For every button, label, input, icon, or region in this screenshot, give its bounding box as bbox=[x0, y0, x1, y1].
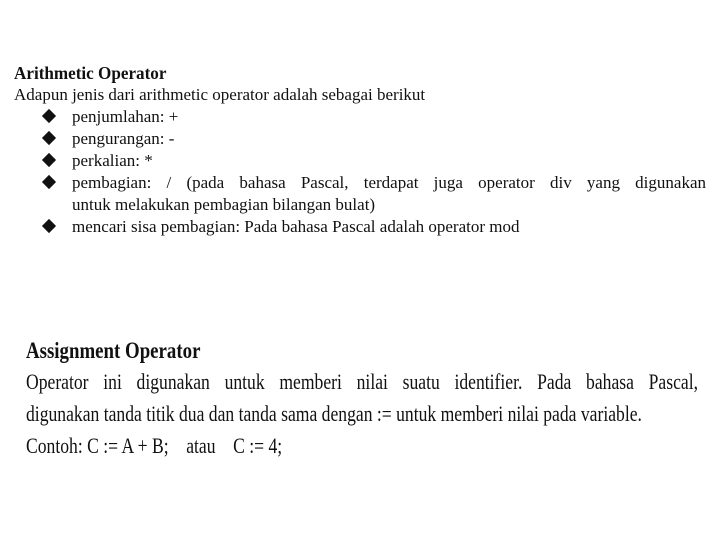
assignment-heading: Assignment Operator bbox=[26, 338, 201, 363]
diamond-bullet-icon bbox=[42, 153, 56, 167]
example-code: Contoh: C := A + B; bbox=[26, 433, 169, 458]
arithmetic-section bbox=[14, 62, 706, 238]
list-item-text: perkalian: * bbox=[72, 151, 153, 170]
list-item bbox=[14, 216, 706, 238]
list-item-text: penjumlahan: + bbox=[72, 107, 179, 126]
arithmetic-heading: Arithmetic Operator bbox=[14, 63, 167, 83]
list-item-text: pembagian: / (pada bahasa Pascal, terdapat juga operator div yang digunakan bbox=[72, 173, 706, 192]
list-item bbox=[14, 128, 706, 150]
assignment-example bbox=[26, 430, 564, 462]
arithmetic-intro: Adapun jenis dari arithmetic operator adalah sebagai berikut bbox=[14, 85, 426, 104]
assignment-paragraph bbox=[26, 366, 698, 462]
diamond-bullet-icon bbox=[42, 219, 56, 233]
arithmetic-list bbox=[14, 106, 706, 238]
list-item-text: pengurangan: - bbox=[72, 129, 175, 148]
list-item bbox=[14, 106, 706, 128]
example-or: atau bbox=[186, 433, 216, 458]
diamond-bullet-icon bbox=[42, 131, 56, 145]
example-alt-code: C := 4; bbox=[233, 433, 283, 458]
assignment-section bbox=[26, 336, 698, 462]
list-item bbox=[14, 150, 706, 172]
diamond-bullet-icon bbox=[42, 109, 56, 123]
assignment-line-1: Operator ini digunakan untuk memberi nilai suatu identifier. Pada bahasa Pascal, bbox=[26, 369, 698, 394]
list-item-text: mencari sisa pembagian: Pada bahasa Pascal adalah operator mod bbox=[72, 217, 520, 236]
diamond-bullet-icon bbox=[42, 175, 56, 189]
list-item bbox=[14, 172, 706, 216]
list-item-continuation: untuk melakukan pembagian bilangan bulat) bbox=[72, 195, 376, 214]
assignment-line-2: digunakan tanda titik dua dan tanda sama dengan := untuk memberi nilai pada variable. bbox=[26, 401, 642, 426]
